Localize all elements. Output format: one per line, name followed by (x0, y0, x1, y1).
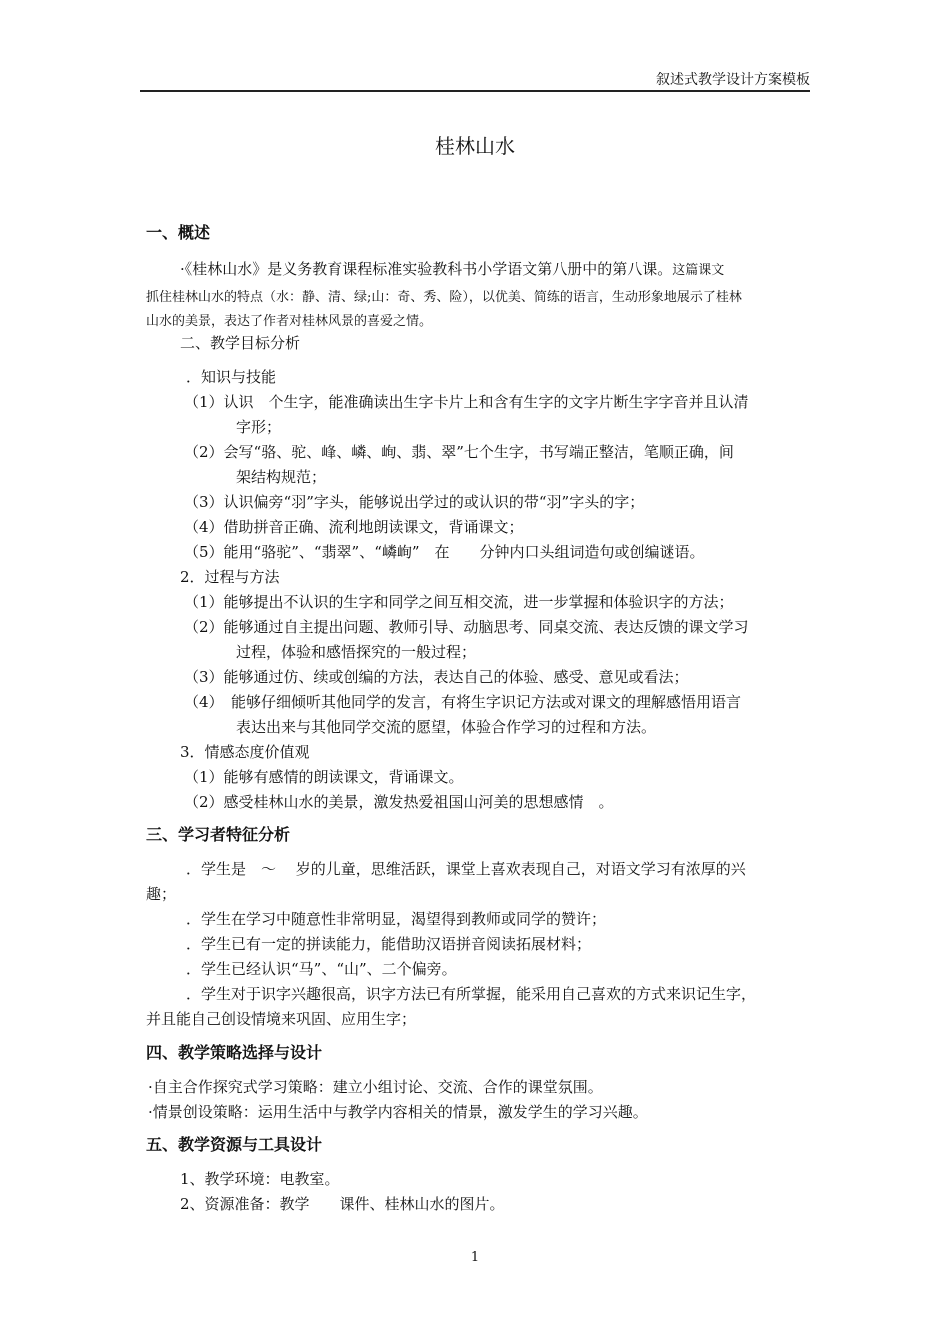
learner-item-5: ．学生对于识字兴趣很高，识字方法已有所掌握，能采用自己喜欢的方式来识记生字， (186, 985, 757, 1003)
overview-line-2: 抓住桂林山水的特点（水：静、清、绿;山：奇、秀、险），以优美、简练的语言，生动形象地展示了桂林 (146, 290, 742, 305)
section-heading-learners: 三、学习者特征分析 (146, 825, 291, 844)
learner-item-5-cont: 并且能自己创设情境来巩固、应用生字； (146, 1010, 417, 1028)
document-label: 叙述式教学设计方案模板 (656, 72, 810, 88)
resource-item-2: 2、资源准备：教学 课件、桂林山水的图片。 (180, 1195, 505, 1213)
emotion-item-2: （2）感受桂林山水的美景，激发热爱祖国山河美的思想感情 。 (184, 793, 614, 811)
learner-item-2: ．学生在学习中随意性非常明显，渴望得到教师或同学的赞许； (186, 910, 607, 928)
learner-item-1: ．学生是 ～ 岁的儿童，思维活跃，课堂上喜欢表现自己，对语文学习有浓厚的兴 (186, 860, 746, 878)
overview-line-1-tail: 这篇课文 (672, 263, 725, 278)
process-item-4: （4） 能够仔细倾听其他同学的发言，有将生字识记方法或对课文的理解感悟用语言 (184, 693, 742, 711)
resource-item-1: 1、教学环境：电教室。 (180, 1170, 340, 1188)
overview-line-1-main: ·《桂林山水》是义务教育课程标准实验教科书小学语文第八册中的第八课。 (180, 260, 673, 278)
section-heading-strategy: 四、教学策略选择与设计 (146, 1043, 323, 1062)
process-item-3: （3）能够通过仿、续或创编的方法，表达自己的体验、感受、意见或看法； (184, 668, 689, 686)
section-heading-overview: 一、概述 (146, 223, 211, 242)
knowledge-item-3: （3）认识偏旁“羽”字头，能够说出学过的或认识的带“羽”字头的字； (184, 493, 645, 511)
page-number: 1 (470, 1250, 480, 1265)
emotion-heading: 3．情感态度价值观 (180, 743, 310, 761)
overview-line-3: 山水的美景，表达了作者对桂林风景的喜爱之情。 (146, 314, 433, 329)
section-heading-resources: 五、教学资源与工具设计 (146, 1135, 323, 1154)
process-item-4-cont: 表达出来与其他同学交流的愿望，体验合作学习的过程和方法。 (236, 718, 657, 736)
page-header (140, 72, 810, 92)
knowledge-item-1: （1）认识 个生字，能准确读出生字卡片上和含有生字的文字片断生字字音并且认清 (184, 393, 749, 411)
knowledge-item-1-cont: 字形； (236, 418, 282, 436)
strategy-item-1: ·自主合作探究式学习策略：建立小组讨论、交流、合作的课堂氛围。 (148, 1078, 603, 1096)
knowledge-item-5: （5）能用“骆驼”、“翡翠”、“嶙峋” 在 分钟内口头组词造句或创编谜语。 (184, 543, 705, 561)
process-item-2: （2）能够通过自主提出问题、教师引导、动脑思考、同桌交流、表达反馈的课文学习 (184, 618, 749, 636)
learner-item-4: ．学生已经认识“马”、“山”、二个偏旁。 (186, 960, 457, 978)
process-item-1: （1）能够提出不认识的生字和同学之间互相交流，进一步掌握和体验识字的方法； (184, 593, 734, 611)
knowledge-item-4: （4）借助拼音正确、流利地朗读课文，背诵课文； (184, 518, 524, 536)
strategy-item-2: ·情景创设策略：运用生活中与教学内容相关的情景，激发学生的学习兴趣。 (148, 1103, 648, 1121)
learner-item-1-cont: 趣； (146, 885, 177, 903)
knowledge-skills-heading: ．知识与技能 (186, 368, 277, 386)
learner-item-3: ．学生已有一定的拼读能力，能借助汉语拼音阅读拓展材料； (186, 935, 592, 953)
process-method-heading: 2．过程与方法 (180, 568, 280, 586)
page-title: 桂林山水 (435, 134, 515, 158)
knowledge-item-2: （2）会写“骆、驼、峰、嶙、峋、翡、翠”七个生字，书写端正整洁，笔顺正确，间 (184, 443, 734, 461)
emotion-item-1: （1）能够有感情的朗读课文，背诵课文。 (184, 768, 464, 786)
overview-line-1 (180, 258, 724, 279)
knowledge-item-2-cont: 架结构规范； (236, 468, 327, 486)
section-heading-objectives: 二、教学目标分析 (180, 334, 301, 352)
process-item-2-cont: 过程，体验和感悟探究的一般过程； (236, 643, 477, 661)
